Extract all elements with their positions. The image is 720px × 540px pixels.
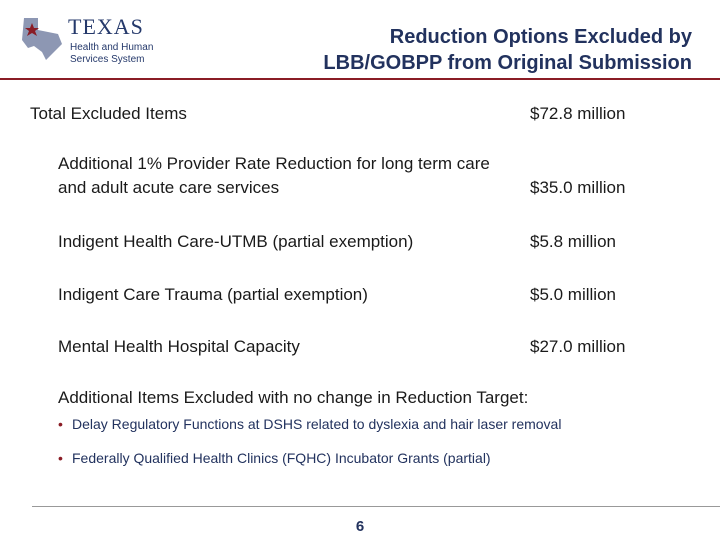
item-label: Mental Health Hospital Capacity (58, 337, 300, 356)
additional-bullet-item (58, 450, 491, 466)
item-value: $5.8 million (530, 232, 616, 251)
item-value: $27.0 million (530, 337, 626, 356)
item-row-trauma (0, 283, 720, 307)
bullet-text: Federally Qualified Health Clinics (FQHC) Incubator Grants (partial) (72, 450, 491, 466)
logo-texas-text: TEXAS (68, 14, 144, 39)
item-label: Indigent Care Trauma (partial exemption) (58, 285, 368, 304)
header-divider (0, 78, 720, 80)
total-excluded-label: Total Excluded Items (30, 104, 187, 123)
logo-subtitle-line2: Services System (70, 54, 145, 65)
page-number: 6 (355, 518, 365, 535)
additional-bullet-item (58, 416, 561, 432)
item-label: Additional 1% Provider Rate Reduction for long term care and adult acute care services (58, 154, 490, 197)
item-value: $5.0 million (530, 285, 616, 304)
bullet-icon: • (58, 416, 63, 432)
slide-title-line1: Reduction Options Excluded by (389, 26, 692, 48)
bullet-text: Delay Regulatory Functions at DSHS related to dyslexia and hair laser removal (72, 416, 562, 432)
item-row-utmb (0, 230, 720, 254)
logo-subtitle-line1: Health and Human (70, 42, 154, 53)
bullet-icon: • (58, 450, 63, 466)
item-value: $35.0 million (530, 178, 626, 197)
item-row-provider-rate (0, 152, 720, 202)
additional-items-heading: Additional Items Excluded with no change in Reduction Target: (58, 388, 529, 407)
footer-divider (32, 506, 720, 507)
item-label: Indigent Health Care-UTMB (partial exemption) (58, 232, 414, 251)
total-excluded-value: $72.8 million (530, 104, 626, 123)
slide-title-line2: LBB/GOBPP from Original Submission (323, 52, 692, 74)
item-row-mental-health (0, 335, 720, 359)
slide-title (323, 24, 692, 76)
texas-map-icon (20, 14, 66, 62)
texas-hhs-logo (20, 14, 190, 70)
